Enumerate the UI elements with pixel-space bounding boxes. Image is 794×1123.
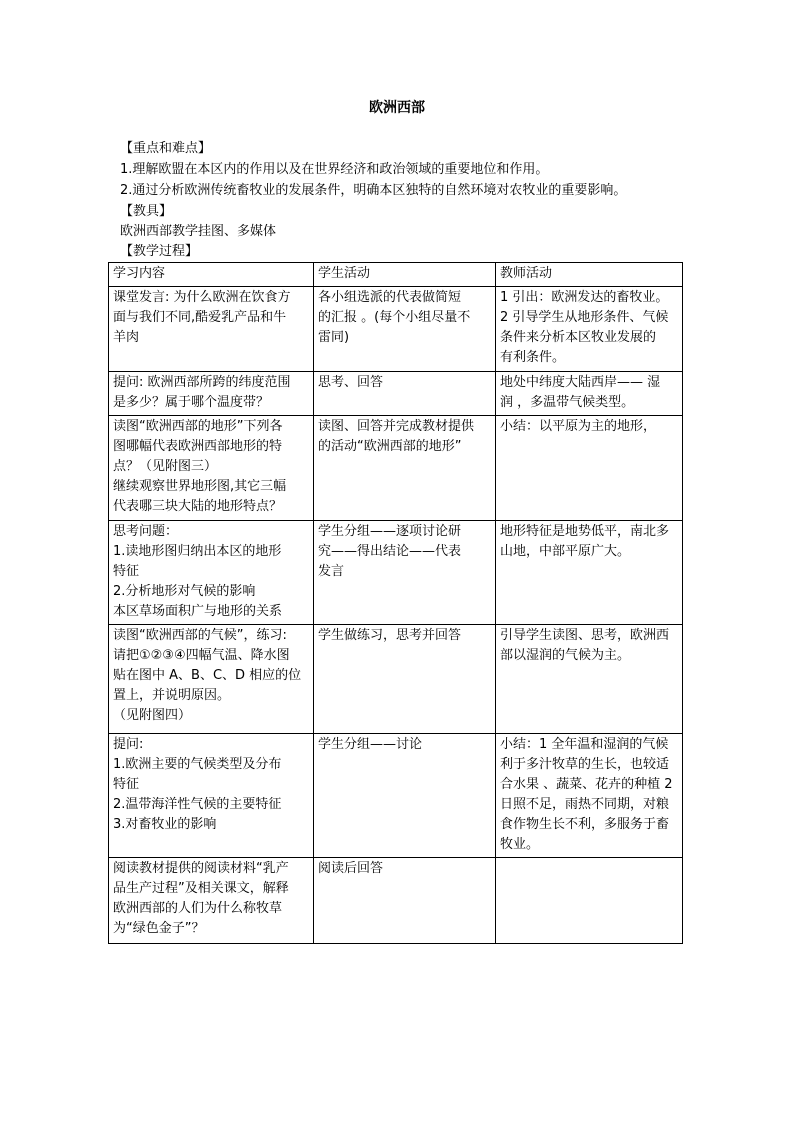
teacher-activity-cell <box>496 372 683 416</box>
cell-text-line: 究——得出结论——代表 <box>318 544 462 559</box>
cell-text-line: 1 引出：欧洲发达的畜牧业。 <box>500 290 669 305</box>
student-activity-cell <box>314 625 496 734</box>
cell-text-line: 食作物生长不利，多服务于畜 <box>500 817 670 832</box>
cell-text-line: 本区草场面积广与地形的关系 <box>113 604 283 619</box>
teacher-activity-cell <box>496 625 683 734</box>
learning-content-cell <box>109 625 314 734</box>
cell-text-line: 2.温带海洋性气候的主要特征 <box>113 797 282 812</box>
header-teacher-activity: 教师活动 <box>496 263 683 287</box>
cell-text-line: 地形特征是地势低平，南北多 <box>500 524 670 539</box>
cell-text-line: 读图、回答并完成教材提供 <box>318 419 475 434</box>
cell-text-line: 的汇报 。(每个小组尽量不 <box>318 310 471 325</box>
cell-text-line: 小结：以平原为主的地形， <box>500 419 657 434</box>
cell-text-line: 1.读地形图归纳出本区的地形 <box>113 544 282 559</box>
cell-text-line: 3.对畜牧业的影响 <box>113 817 217 832</box>
teacher-activity-cell <box>496 521 683 625</box>
key-point-2: 2.通过分析欧洲传统畜牧业的发展条件，明确本区独特的自然环境对农牧业的重要影响。 <box>120 183 627 198</box>
cell-text-line: 提问: 欧洲西部所跨的纬度范围 <box>113 375 291 390</box>
student-activity-cell <box>314 858 496 944</box>
learning-content-cell <box>109 858 314 944</box>
cell-text-line: 学生做练习，思考并回答 <box>318 628 462 643</box>
cell-text-line: 置上，并说明原因。 <box>113 688 231 703</box>
teacher-activity-cell <box>496 734 683 858</box>
cell-text-line: 引导学生读图、思考，欧洲西 <box>500 628 670 643</box>
student-activity-cell <box>314 416 496 521</box>
table-row <box>109 416 683 521</box>
student-activity-cell <box>314 734 496 858</box>
cell-text-line: 山地，中部平原广大。 <box>500 544 631 559</box>
tools-heading: 【教具】 <box>120 204 173 219</box>
cell-text-line: 小结：1 全年温和湿润的气候 <box>500 737 669 752</box>
cell-text-line: 有利条件。 <box>500 350 566 365</box>
cell-text-line: 思考、回答 <box>318 375 384 390</box>
cell-text-line: 2 引导学生从地形条件、气候 <box>500 310 669 325</box>
student-activity-cell <box>314 521 496 625</box>
cell-text-line: 思考问题： <box>113 524 179 539</box>
table-row <box>109 734 683 858</box>
table-row <box>109 372 683 416</box>
cell-text-line: 读图“欧洲西部的地形”下列各 <box>113 419 283 434</box>
cell-text-line: 阅读教材提供的阅读材料“乳产 <box>113 861 289 876</box>
learning-content-cell <box>109 521 314 625</box>
cell-text-line: 学生分组——逐项讨论研 <box>318 524 462 539</box>
cell-text-line: 利于多汁牧草的生长，也较适 <box>500 757 670 772</box>
cell-text-line: 各小组选派的代表做简短 <box>318 290 462 305</box>
cell-text-line: 继续观察世界地形图,其它三幅 <box>113 479 287 494</box>
key-points-heading: 【重点和难点】 <box>120 141 212 156</box>
teacher-activity-cell <box>496 858 683 944</box>
page-title: 欧洲西部 <box>369 100 425 116</box>
cell-text-line: 读图“欧洲西部的气候”，练习: <box>113 628 287 643</box>
cell-text-line: 特征 <box>113 777 140 792</box>
cell-text-line: 为“绿色金子”？ <box>113 921 205 936</box>
process-heading: 【教学过程】 <box>120 244 199 259</box>
table-row <box>109 521 683 625</box>
learning-content-cell <box>109 416 314 521</box>
cell-text-line: 提问: <box>113 737 144 752</box>
student-activity-cell <box>314 372 496 416</box>
cell-text-line: 羊肉 <box>113 330 140 345</box>
cell-text-line: 课堂发言: 为什么欧洲在饮食方 <box>113 290 291 305</box>
cell-text-line: 品生产过程”及相关课文，解释 <box>113 881 289 896</box>
cell-text-line: 面与我们不同,酷爱乳产品和牛 <box>113 310 287 325</box>
table-row <box>109 625 683 734</box>
learning-content-cell <box>109 734 314 858</box>
cell-text-line: 润 ，多温带气候类型。 <box>500 395 635 410</box>
cell-text-line: 贴在图中 A、B、C、D 相应的位 <box>113 668 302 683</box>
cell-text-line: 2.分析地形对气候的影响 <box>113 584 256 599</box>
cell-text-line: 学生分组——讨论 <box>318 737 423 752</box>
cell-text-line: 1.欧洲主要的气候类型及分布 <box>113 757 282 772</box>
cell-text-line: 日照不足，雨热不同期，对粮 <box>500 797 670 812</box>
cell-text-line: 代表哪三块大陆的地形特点？ <box>113 499 283 514</box>
teacher-activity-cell <box>496 416 683 521</box>
learning-content-cell <box>109 287 314 372</box>
cell-text-line: 条件来分析本区牧业发展的 <box>500 330 657 345</box>
learning-content-cell <box>109 372 314 416</box>
cell-text-line: 地处中纬度大陆西岸—— 湿 <box>500 375 661 390</box>
cell-text-line: 点？（见附图三） <box>113 459 218 474</box>
cell-text-line: 部以湿润的气候为主。 <box>500 648 631 663</box>
table-header-row <box>109 263 683 287</box>
header-learning-content: 学习内容 <box>109 263 314 287</box>
cell-text-line: 请把①②③④四幅气温、降水图 <box>113 648 290 663</box>
cell-text-line: 合水果 、蔬菜、花卉的种植 2 <box>500 777 673 792</box>
table-row <box>109 858 683 944</box>
header-student-activity: 学生活动 <box>314 263 496 287</box>
student-activity-cell <box>314 287 496 372</box>
table-row <box>109 287 683 372</box>
cell-text-line: 图哪幅代表欧洲西部地形的特 <box>113 439 283 454</box>
cell-text-line: 欧洲西部的人们为什么称牧草 <box>113 901 283 916</box>
cell-text-line: 牧业。 <box>500 837 540 852</box>
cell-text-line: 发言 <box>318 564 345 579</box>
cell-text-line: 的活动“欧洲西部的地形” <box>318 439 462 454</box>
cell-text-line: 是多少？属于哪个温度带？ <box>113 395 270 410</box>
cell-text-line: 阅读后回答 <box>318 861 384 876</box>
cell-text-line: （见附图四） <box>113 708 192 723</box>
tools-text: 欧洲西部教学挂图、多媒体 <box>120 224 277 239</box>
teacher-activity-cell <box>496 287 683 372</box>
cell-text-line: 特征 <box>113 564 140 579</box>
teaching-process-table <box>108 262 683 944</box>
cell-text-line: 雷同) <box>318 330 350 345</box>
key-point-1: 1.理解欧盟在本区内的作用以及在世界经济和政治领域的重要地位和作用。 <box>120 162 549 177</box>
